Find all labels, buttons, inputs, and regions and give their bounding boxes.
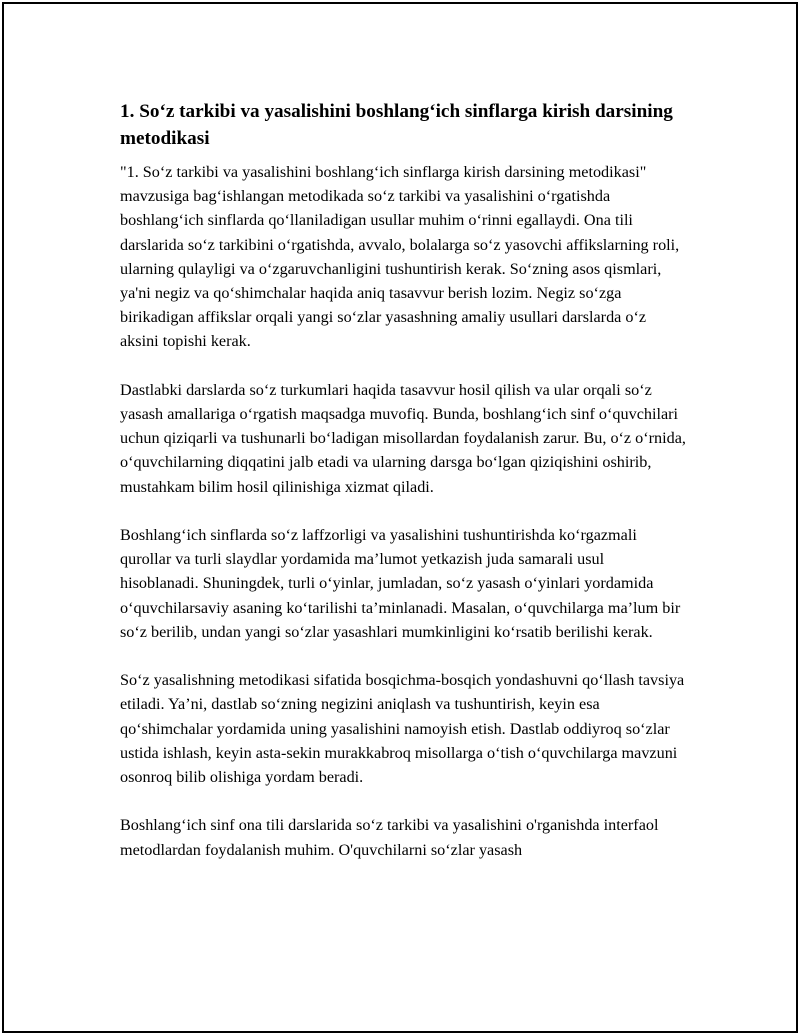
document-body [120, 98, 686, 862]
paragraph-4: So‘z yasalishning metodikasi sifatida bosqichma-bosqich yondashuvni qo‘llash tavsiya etiladi. Ya’ni, dastlab so‘zning negizini aniqlash va tushuntirish, keyin esa qo‘shimchalar yordamida uning yasalishini namoyish etish. Dastlab oddiyroq so‘zlar ustida ishlash, keyin asta-sekin murakkabroq misollarga o‘tish o‘quvchilarga mavzuni osonroq bilib olishiga yordam beradi. [120, 671, 685, 787]
document-title: 1. So‘z tarkibi va yasalishini boshlang‘ich sinflarga kirish darsining metodikasi [120, 101, 673, 149]
paragraph-5: Boshlang‘ich sinf ona tili darslarida so‘z tarkibi va yasalishini o'rganishda interfaol metodlardan foydalanish muhim. O'quvchilarni so‘zlar yasash [120, 816, 659, 859]
paragraph-3: Boshlang‘ich sinflarda so‘z laffzorligi va yasalishini tushuntirishda ko‘rgazmali qurollar va turli slaydlar yordamida ma’lumot yetkazish juda samarali usul hisoblanadi. Shuningdek, turli o‘yinlar, jumladan, so‘z yasash o‘yinlari yordamida o‘quvchilarsaviy asaning ko‘tarilishi ta’minlanadi. Masalan, o‘quvchilarga ma’lum bir so‘z berilib, undan yangi so‘zlar yasashlari mumkinligini ko‘rsatib berilishi kerak. [120, 526, 681, 641]
paragraph-1: "1. So‘z tarkibi va yasalishini boshlang‘ich sinflarga kirish darsining metodikasi" mavzusiga bag‘ishlangan metodikada so‘z tarkibi va yasalishini o‘rgatishda boshlang‘ich sinflarda qo‘llaniladigan usullar muhim o‘rinni egallaydi. Ona tili darslarida so‘z tarkibini o‘rgatishda, avvalo, bolalarga so‘z yasovchi affikslarning roli, ularning qulayligi va o‘zgaruvchanligini tushuntirish kerak. So‘zning asos qismlari, ya'ni negiz va qo‘shimchalar haqida aniq tasavvur berish lozim. Negiz so‘zga birikadigan affikslar orqali yangi so‘zlar yasashning amaliy usullari darslarda o‘z aksini topishi kerak. [120, 163, 680, 351]
page-frame [2, 2, 798, 1033]
paragraph-2: Dastlabki darslarda so‘z turkumlari haqida tasavvur hosil qilish va ular orqali so‘z yasash amallariga o‘rgatish maqsadga muvofiq. Bunda, boshlang‘ich sinf o‘quvchilari uchun qiziqarli va tushunarli bo‘ladigan misollardan foydalanish zarur. Bu, o‘z o‘rnida, o‘quvchilarning diqqatini jalb etadi va ularning darsga bo‘lgan qiziqishini oshirib, mustahkam bilim hosil qilinishiga xizmat qiladi. [120, 380, 686, 496]
